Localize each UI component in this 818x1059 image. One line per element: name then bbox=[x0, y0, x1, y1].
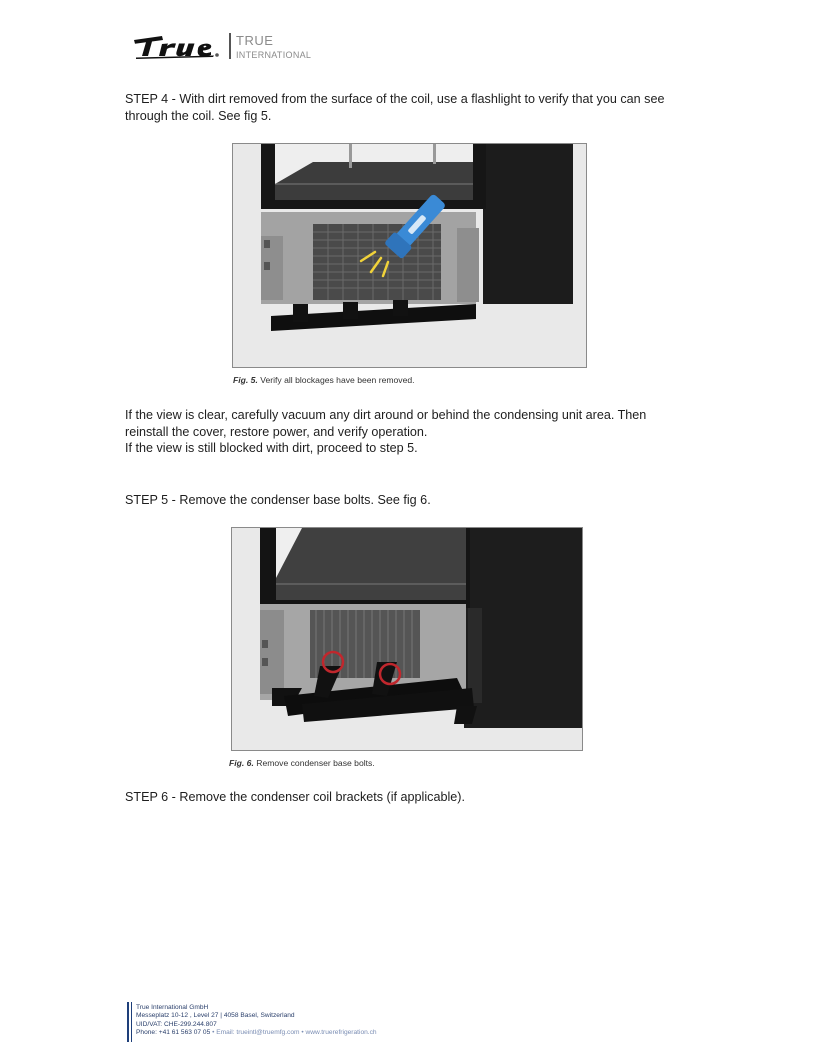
step6-line1: STEP 6 - Remove the condenser coil brackets (if applicable). bbox=[125, 790, 465, 804]
footer-contact bbox=[136, 1029, 377, 1037]
step4-line1: STEP 4 - With dirt removed from the surface of the coil, use a flashlight to verify that you can see bbox=[125, 92, 665, 106]
footer-accent-bar-thin bbox=[131, 1002, 132, 1042]
step5-line1: STEP 5 - Remove the condenser base bolts. See fig 6. bbox=[125, 493, 431, 507]
footer-email-web: • Email: trueintl@truemfg.com • www.truerefrigeration.ch bbox=[210, 1029, 377, 1037]
figure-6-caption-text: Remove condenser base bolts. bbox=[253, 758, 375, 768]
step4-line2: through the coil. See fig 5. bbox=[125, 108, 272, 123]
step5-paragraph bbox=[125, 492, 431, 509]
figure-6-label: Fig. 6. bbox=[229, 758, 254, 768]
true-logo bbox=[132, 32, 230, 60]
footer-company: True International GmbH bbox=[136, 1004, 209, 1011]
clear-view-line1: If the view is clear, carefully vacuum any dirt around or behind the condensing unit area. Then bbox=[125, 408, 647, 422]
step6-paragraph bbox=[125, 789, 465, 806]
clear-view-paragraph bbox=[125, 407, 646, 457]
logo-divider bbox=[229, 33, 231, 59]
clear-view-line3: If the view is still blocked with dirt, proceed to step 5. bbox=[125, 441, 418, 455]
footer-address: Messeplatz 10-12 , Level 27 | 4058 Basel, Switzerland bbox=[136, 1012, 295, 1020]
figure-5-label: Fig. 5. bbox=[233, 375, 258, 385]
footer-phone: Phone: +41 61 563 07 05 bbox=[136, 1029, 211, 1037]
footer-accent-bar bbox=[127, 1002, 129, 1042]
step4-paragraph bbox=[125, 91, 664, 124]
clear-view-line2: reinstall the cover, restore power, and verify operation. bbox=[125, 424, 428, 439]
figure-5-caption-text: Verify all blockages have been removed. bbox=[257, 375, 415, 385]
logo-true-text: TRUE bbox=[236, 33, 274, 48]
figure-6-caption bbox=[229, 758, 375, 768]
footer-block bbox=[136, 1004, 377, 1038]
footer-vat: UID/VAT: CHE-299.244.807 bbox=[136, 1020, 217, 1028]
figure-6-image bbox=[231, 527, 583, 751]
figure-5-caption bbox=[233, 375, 415, 385]
figure-5-image bbox=[232, 143, 587, 368]
logo-international-text: INTERNATIONAL bbox=[236, 50, 312, 60]
